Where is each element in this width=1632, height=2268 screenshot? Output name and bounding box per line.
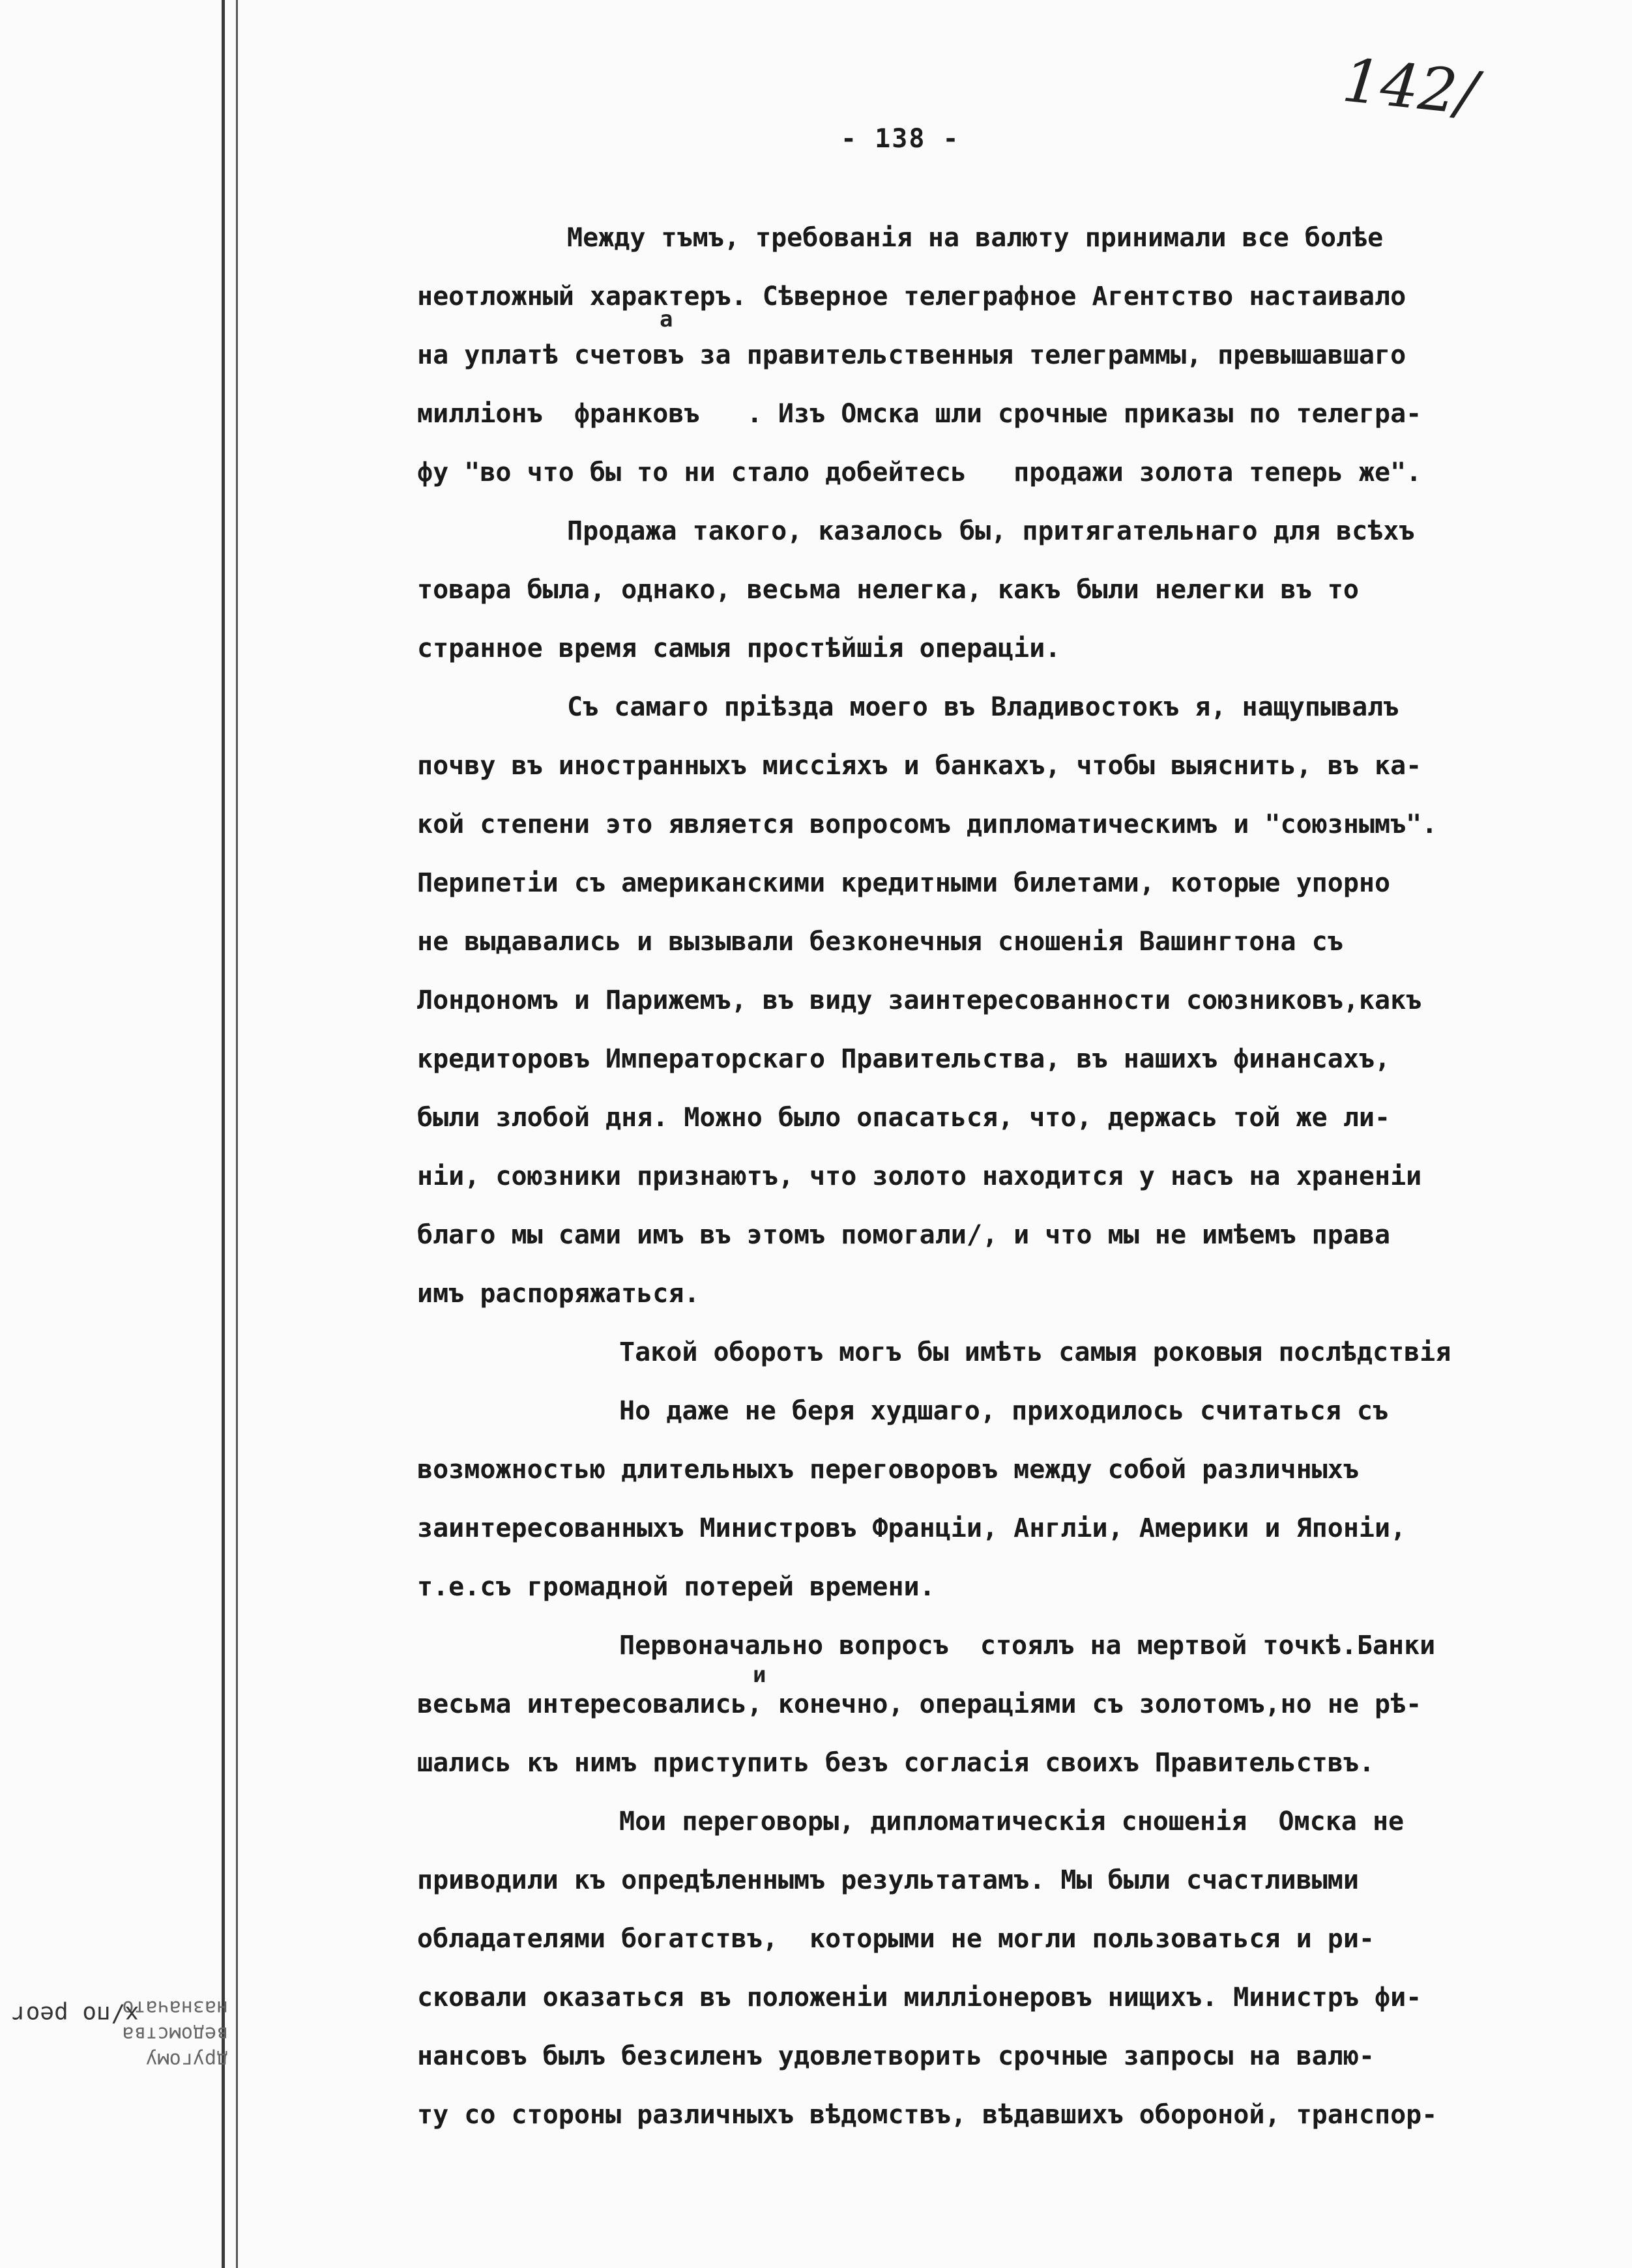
text-line: не выдавались и вызывали безконечныя сношенія Вашингтона съ	[417, 927, 1343, 957]
text-line: сковали оказаться въ положеніи милліонеровъ нищихъ. Министръ фи-	[417, 1983, 1422, 2013]
text-line: странное время самыя простѣйшія операціи.	[417, 633, 1061, 663]
text-line: возможностью длительныхъ переговоровъ между собой различныхъ	[417, 1455, 1359, 1485]
text-line: кредиторовъ Императорскаго Правительства, въ нашихъ финансахъ,	[417, 1044, 1391, 1074]
text-line: ніи, союзники признаютъ, что золото находится у насъ на храненіи	[417, 1161, 1422, 1191]
text-line: неотложный характеръ. Сѣверное телеграфное Агентство настаивало	[417, 282, 1406, 312]
text-line: имъ распоряжаться.	[417, 1279, 700, 1309]
text-line: благо мы сами имъ въ этомъ помогали/, и что мы не имѣемъ права	[417, 1220, 1391, 1250]
text-line: почву въ иностранныхъ миссіяхъ и банкахъ, чтобы выяснить, въ ка-	[417, 751, 1422, 781]
text-line: Перипетіи съ американскими кредитными билетами, которые упорно	[417, 868, 1391, 898]
text-line: Между тъмъ, требованія на валюту принимали все болѣе	[567, 223, 1384, 253]
text-line: нансовъ былъ безсиленъ удовлетворить срочные запросы на валю-	[417, 2041, 1375, 2071]
text-line: Съ самаго пріѣзда моего въ Владивостокъ я, нащупывалъ	[567, 692, 1399, 722]
page-number: - 138 -	[841, 124, 960, 154]
text-line: Но даже не беря худшаго, приходилось считаться съ	[619, 1396, 1389, 1426]
text-line: были злобой дня. Можно было опасаться, что, держась той же ли-	[417, 1103, 1391, 1133]
stamp-line: назначато	[122, 1996, 228, 2019]
text-line: ту со стороны различныхъ вѣдомствъ, вѣдавшихъ обороной, транспор-	[417, 2100, 1438, 2130]
text-line: кой степени это является вопросомъ дипломатическимъ и "союзнымъ".	[417, 809, 1438, 839]
text-line: заинтересованныхъ Министровъ Франціи, Англіи, Америки и Японіи,	[417, 1513, 1406, 1543]
text-line: милліонъ франковъ . Изъ Омска шли срочные приказы по телегра-	[417, 399, 1422, 429]
text-line: Продажа такого, казалось бы, притягательнаго для всѣхъ	[567, 516, 1415, 546]
text-line: т.е.съ громадной потерей времени.	[417, 1572, 935, 1602]
text-line: шались къ нимъ приступить безъ согласія своихъ Правительствъ.	[417, 1748, 1375, 1778]
text-line: товара была, однако, весьма нелегка, какъ были нелегки въ то	[417, 575, 1359, 605]
text-line: весьма интересовались, конечно, операціями съ золотомъ,но не рѣ-	[417, 1689, 1422, 1719]
stamp-line: ведомства	[122, 2022, 228, 2045]
text-line: Мои переговоры, дипломатическія сношенія Омска не	[619, 1807, 1405, 1837]
text-line: фу "во что бы то ни стало добейтесь продажи золота теперь же".	[417, 458, 1422, 487]
stamp-line: другому	[145, 2048, 228, 2071]
archive-page-number: 142/	[1339, 45, 1481, 129]
text-line: приводили къ опредѣленнымъ результатамъ. Мы были счастливыми	[417, 1865, 1359, 1895]
handwritten-correction: и	[753, 1662, 766, 1688]
text-line: Лондономъ и Парижемъ, въ виду заинтересованности союзниковъ,какъ	[417, 985, 1422, 1015]
text-line: Такой оборотъ могъ бы имѣть самыя роковыя послѣдствія	[619, 1337, 1451, 1367]
text-line: обладателями богатствъ, которыми не могли пользоваться и ри-	[417, 1924, 1375, 1954]
text-line: Первоначально вопросъ стоялъ на мертвой точкѣ.Банки	[619, 1631, 1436, 1661]
binding-fold-line-secondary	[236, 0, 238, 2268]
text-line: на уплатѣ счетовъ за правительственныя телеграммы, превышавшаго	[417, 340, 1406, 370]
margin-note: х/по peor	[12, 2001, 139, 2028]
body-text	[417, 209, 1564, 2144]
handwritten-correction: а	[660, 306, 673, 332]
binding-fold-line	[222, 0, 225, 2268]
